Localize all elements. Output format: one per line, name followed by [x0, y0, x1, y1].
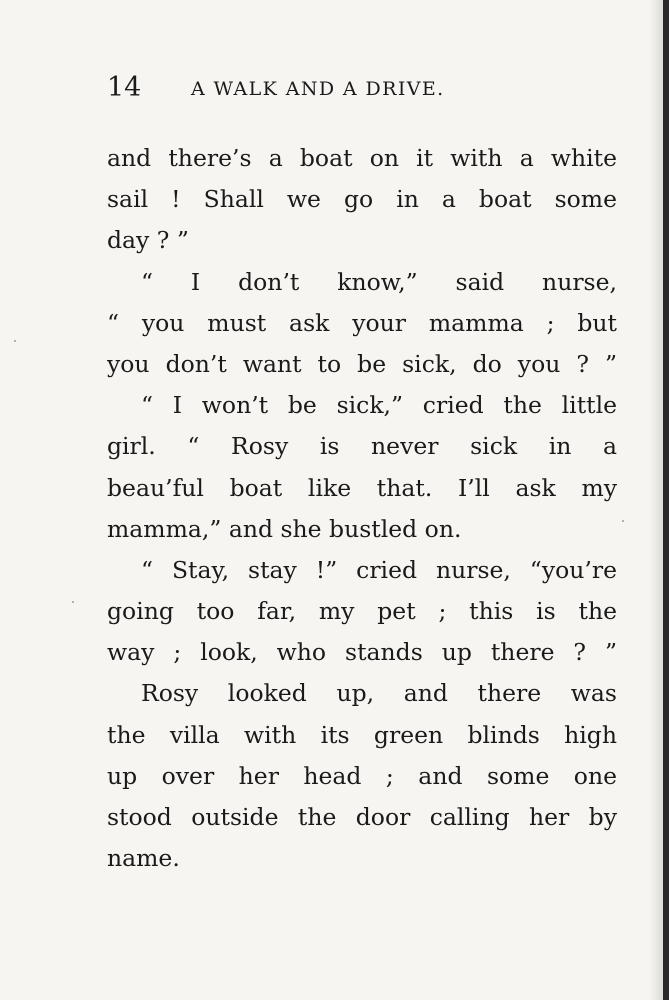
text-line: the villa with its green blinds high: [107, 720, 617, 749]
text-line: day ? ”: [107, 226, 189, 255]
paper-speck: [14, 340, 16, 342]
page-edge: [663, 0, 669, 1000]
text-line: mamma,” and she bustled on.: [107, 514, 462, 543]
page-gutter-shadow: [649, 0, 663, 1000]
text-line: stood outside the door calling her by: [107, 803, 617, 831]
text-line: Rosy looked up, and there was: [141, 679, 617, 708]
paper-speck: [72, 601, 74, 603]
text-line: beau’ful boat like that. I’ll ask my: [107, 473, 617, 502]
text-line: up over her head ; and some one: [107, 761, 617, 790]
text-line: “ I don’t know,” said nurse,: [141, 267, 617, 296]
text-line: you don’t want to be sick, do you ? ”: [107, 349, 617, 378]
text-line: girl. “ Rosy is never sick in a: [107, 432, 617, 461]
body-text: [107, 138, 617, 879]
text-line: way ; look, who stands up there ? ”: [107, 638, 617, 667]
text-line: “ you must ask your mamma ; but: [107, 308, 617, 337]
text-line: “ Stay, stay !” cried nurse, “you’re: [141, 555, 617, 584]
running-head: A WALK AND A DRIVE.: [191, 78, 445, 100]
page-number: 14: [107, 72, 142, 103]
text-line: and there’s a boat on it with a white: [107, 144, 617, 172]
page-header: [107, 70, 577, 106]
text-line: “ I won’t be sick,” cried the little: [141, 391, 617, 420]
text-line: going too far, my pet ; this is the: [107, 597, 617, 626]
text-line: name.: [107, 844, 180, 873]
text-line: sail ! Shall we go in a boat some: [107, 185, 617, 214]
paper-speck: [622, 520, 624, 522]
